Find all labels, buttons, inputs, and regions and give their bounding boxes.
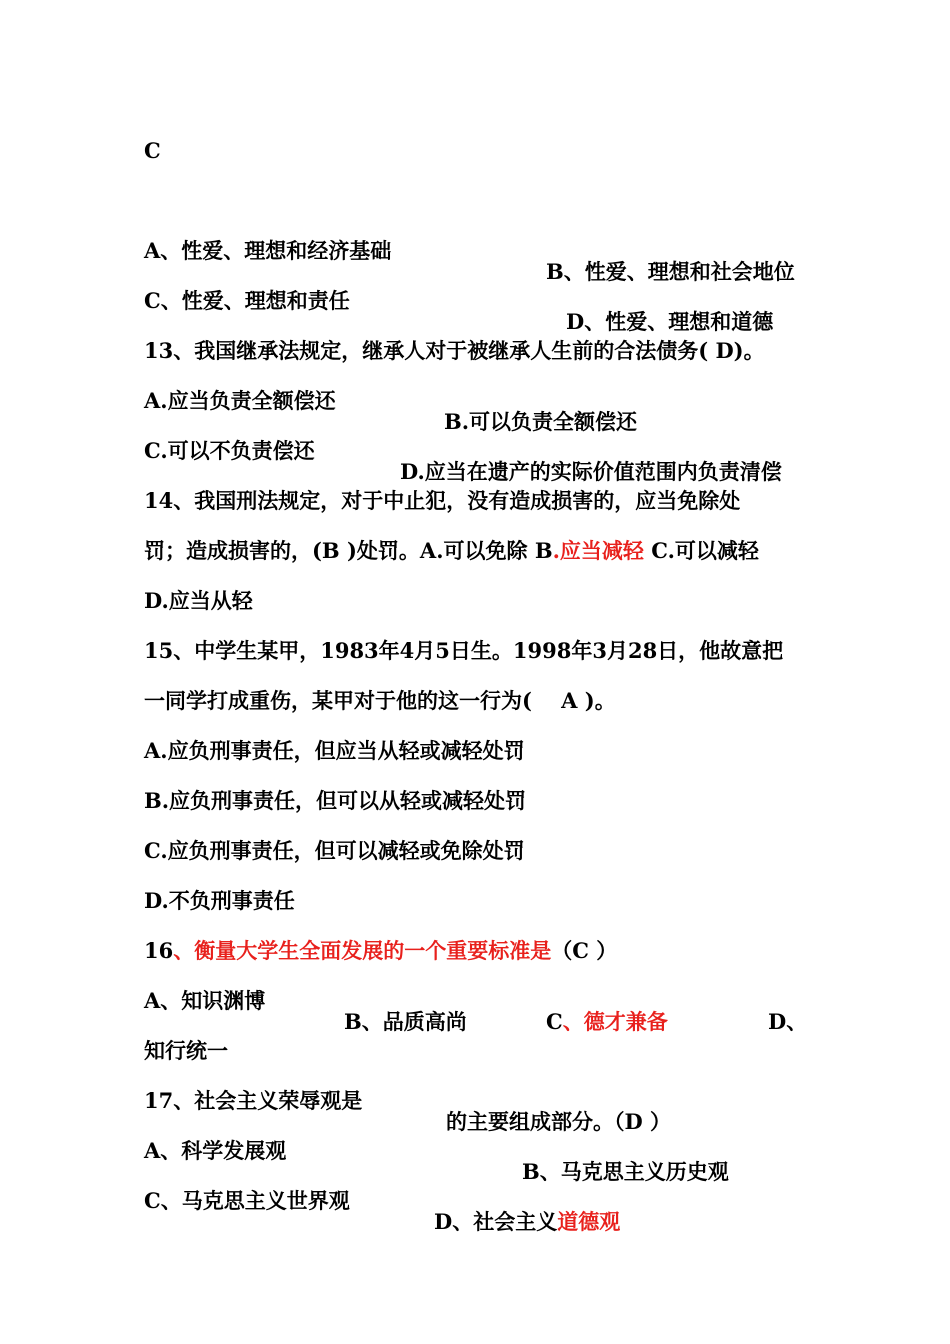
q16-stem-highlight: 、衡量大学生全面发展的一个重要标准是 — [173, 938, 552, 963]
q15-option-b: B.应负刑事责任，但可以从轻或减轻处罚 — [144, 788, 527, 813]
q12-option-a: A、性爱、理想和经济基础 — [144, 238, 392, 263]
q15-option-d: D.不负刑事责任 — [144, 888, 295, 913]
q16-option-d-letter: D、 — [768, 1009, 808, 1034]
q14-stem-line2 — [144, 536, 759, 566]
q14-highlight-answer: .应当减轻 — [552, 538, 644, 563]
q17-option-d — [434, 1207, 620, 1237]
q16-option-a: A、知识渊博 — [144, 988, 266, 1013]
q16-option-c-highlight: 、德才兼备 — [562, 1009, 668, 1034]
q14-option-c: C.可以减轻 — [643, 538, 759, 563]
q14-option-d: D.应当从轻 — [144, 588, 253, 613]
q17-option-c: C、马克思主义世界观 — [144, 1188, 350, 1213]
q17-stem-right: 的主要组成部分。（D ） — [446, 1109, 672, 1134]
q17-option-d-text: D、社会主义 — [434, 1209, 558, 1234]
q17-option-b: B、马克思主义历史观 — [522, 1159, 729, 1184]
q15-option-c: C.应负刑事责任，但可以减轻或免除处罚 — [144, 838, 525, 863]
q12-option-c: C、性爱、理想和责任 — [144, 288, 350, 313]
q13-option-a: A.应当负责全额偿还 — [144, 388, 336, 413]
q14-stem-line1: 14、我国刑法规定，对于中止犯，没有造成损害的，应当免除处 — [144, 488, 741, 513]
q16-option-c-letter: C — [546, 1009, 563, 1034]
q14-stem-text: 罚；造成损害的，(B )处罚。A.可以免除 B — [144, 538, 553, 563]
q13-stem: 13、我国继承法规定，继承人对于被继承人生前的合法债务( D)。 — [144, 338, 765, 363]
q16-option-c — [546, 1007, 668, 1037]
q16-stem — [144, 936, 617, 966]
q16-answer: （C ） — [551, 938, 618, 963]
q16-option-b: B、品质高尚 — [344, 1009, 467, 1034]
q17-option-a: A、科学发展观 — [144, 1138, 287, 1163]
q17-option-d-highlight: 道德观 — [557, 1209, 621, 1234]
q13-option-c: C.可以不负责偿还 — [144, 438, 315, 463]
q12-option-b: B、性爱、理想和社会地位 — [546, 259, 795, 284]
q16-number: 16 — [144, 938, 174, 963]
q12-option-d: D、性爱、理想和道德 — [566, 309, 774, 334]
q17-stem-left: 17、社会主义荣辱观是 — [144, 1088, 363, 1113]
q13-option-d: D.应当在遗产的实际价值范围内负责清偿 — [400, 459, 782, 484]
q15-stem-line1: 15、中学生某甲，1983年4月5日生。1998年3月28日，他故意把 — [144, 638, 784, 663]
q13-option-b: B.可以负责全额偿还 — [444, 409, 638, 434]
q15-option-a: A.应负刑事责任，但应当从轻或减轻处罚 — [144, 738, 525, 763]
previous-answer: C — [144, 138, 161, 163]
q15-stem-line2: 一同学打成重伤，某甲对于他的这一行为( A )。 — [144, 688, 616, 713]
q16-option-d-text: 知行统一 — [144, 1038, 228, 1063]
